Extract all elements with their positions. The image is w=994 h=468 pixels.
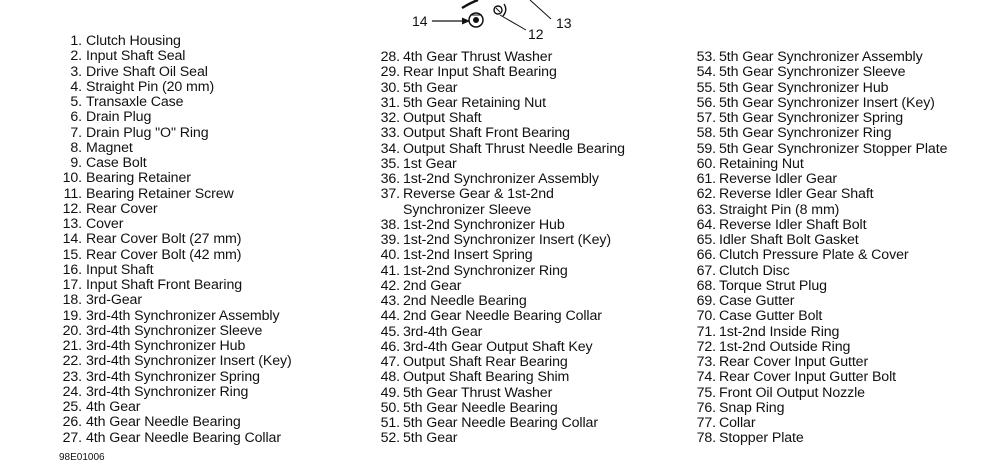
legend-item-number: 72. [696,338,716,355]
legend-item-number: 57. [696,110,716,126]
legend-item-number: 35. [380,155,400,172]
legend-item [0,187,990,202]
legend-item-number: 66. [696,247,716,264]
figure-id: 98E01006 [59,452,105,463]
legend-item [0,126,990,141]
legend-item-label: 1st-2nd Synchronizer Ring [403,262,568,279]
legend-item-label: 1st-2nd Insert Spring [403,247,533,264]
legend-item-label: Cover [86,216,124,232]
legend-item-label: Reverse Idler Gear Shaft [719,186,874,203]
legend-item-label: Straight Pin (20 mm) [86,78,215,95]
legend-item-number: 60. [696,155,716,172]
legend-item [0,340,990,355]
legend-item-number: 20. [62,322,82,339]
legend-item-number: 61. [696,171,716,187]
legend-item-label: Drive Shaft Oil Seal [86,63,208,80]
legend-item-label: 2nd Gear [403,277,462,294]
legend-item-label: Reverse Gear & 1st-2nd [403,186,554,203]
legend-item-label: Stopper Plate [719,430,804,447]
legend-item-label: Front Oil Output Nozzle [719,384,865,401]
legend-item [0,172,990,187]
legend-item-label: 4th Gear Thrust Washer [403,49,553,65]
legend-item-label: Bearing Retainer Screw [86,185,234,202]
legend-item [0,309,990,324]
legend-item-label: Retaining Nut [719,155,804,172]
legend-item-label: 5th Gear Needle Bearing [403,399,558,416]
legend-item-number: 33. [380,125,400,142]
legend-item-label: 3rd-4th Synchronizer Hub [86,338,246,354]
legend-item-number: 55. [696,79,716,96]
legend-item-number: 64. [696,216,716,233]
legend-item-number: 46. [380,338,400,355]
legend-item-label: Magnet [86,139,133,156]
legend-item-number: 29. [380,64,400,81]
legend-item-number: 19. [62,307,82,324]
legend-item-number: 2. [70,48,82,65]
legend-item-label: Rear Cover Input Gutter [719,354,869,370]
legend-item-label: 5th Gear Retaining Nut [403,94,546,111]
legend-item-label: Output Shaft [403,110,482,126]
legend-item-label: Output Shaft Thrust Needle Bearing [403,140,625,157]
legend-item-number: 27. [62,429,82,446]
legend-item-label: Input Shaft Front Bearing [86,277,243,293]
legend-item-label: Clutch Pressure Plate & Cover [719,247,909,264]
legend-item-label: Idler Shaft Bolt Gasket [719,232,859,248]
legend-item-number: 77. [696,415,716,431]
legend-item-label: 5th Gear [403,430,458,447]
callout-13: 13 [556,15,572,31]
legend-item-number: 38. [380,216,400,233]
legend-item [0,401,990,416]
legend-item-label: 5th Gear Synchronizer Hub [719,79,889,96]
legend-item-label: 1st-2nd Inside Ring [719,323,840,340]
legend-item-label: Case Gutter [719,293,795,309]
legend-item-label: Case Bolt [86,155,147,171]
legend-item-label: 5th Gear Thrust Washer [403,384,553,401]
legend-item-label: Output Shaft Bearing Shim [403,369,570,386]
legend-item [0,96,990,111]
legend-item [0,34,340,49]
legend-item-label: 3rd-4th Gear [403,323,483,340]
legend-item-label: 1st-2nd Synchronizer Assembly [403,171,599,187]
legend-item-number: 48. [380,369,400,386]
legend-item [0,261,990,279]
legend-item-number: 26. [62,414,82,431]
legend-item-label: Input Shaft Seal [86,48,186,65]
legend-item-label: Rear Cover Bolt (27 mm) [86,231,242,248]
legend-item-number: 23. [62,368,82,385]
legend-item-number: 70. [696,308,716,325]
legend-item-number: 75. [696,384,716,401]
legend-item-label: 3rd-Gear [86,292,142,309]
legend-item-number: 58. [696,125,716,142]
legend-item [0,111,990,126]
legend-item-number: 37. [380,186,400,203]
legend-item-label: 3rd-4th Gear Output Shaft Key [403,338,593,355]
legend-item-label: 3rd-4th Synchronizer Sleeve [86,322,263,339]
legend-item-label: Reverse Idler Gear [719,171,838,187]
legend-item-number: 6. [70,109,82,126]
legend-item-label: Rear Cover Bolt (42 mm) [86,246,242,263]
legend-item-number: 53. [696,49,716,65]
legend-item-number: 76. [696,399,716,416]
legend-item-number: 74. [696,369,716,386]
legend-item-label: 5th Gear [403,79,458,96]
legend-item-number: 3. [70,63,82,80]
legend-item-label: 5th Gear Synchronizer Stopper Plate [719,140,948,157]
legend-item-number: 1. [70,33,82,49]
legend-item-number: 9. [70,155,82,171]
legend-item-label: Torque Strut Plug [719,277,827,294]
legend-item [0,233,990,248]
legend-item [0,65,990,80]
legend-item-label: Case Gutter Bolt [719,308,823,325]
legend-item-number: 52. [380,430,400,447]
legend-item-number: 69. [696,293,716,309]
legend-item [0,322,990,340]
legend-item-label: Snap Ring [719,399,785,416]
legend-item [0,157,990,172]
legend-column-3 [0,50,990,447]
legend-item-number: 71. [696,323,716,340]
legend-item-number: 51. [380,415,400,431]
legend-item-number: 78. [696,430,716,447]
legend-item [0,200,990,218]
legend-item-number: 73. [696,354,716,370]
legend-item-label: Collar [719,415,756,431]
legend-item-number: 21. [62,338,82,354]
legend-item-label: 3rd-4th Synchronizer Spring [86,368,260,385]
legend-item-number: 44. [380,308,400,325]
legend-item-label: Drain Plug "O" Ring [86,124,209,141]
legend-item [0,50,990,65]
legend-item [0,218,990,233]
legend-item [0,294,990,309]
legend-item-number: 32. [380,110,400,126]
legend-item-number: 5. [70,94,82,110]
legend-item-number: 15. [62,246,82,263]
legend-item-number: 28. [380,49,400,65]
legend-item-number: 31. [380,94,400,111]
legend-item-number: 65. [696,232,716,248]
legend-item-number: 12. [62,200,82,217]
legend-item-number: 16. [62,261,82,278]
legend-item-label: Bearing Retainer [86,170,191,187]
legend-item-number: 4. [70,78,82,95]
legend-item [0,279,990,294]
legend-item-number: 13. [62,216,82,232]
legend-item-number: 56. [696,94,716,111]
legend-item-number: 41. [380,262,400,279]
legend-item-label: Transaxle Case [86,94,184,110]
legend-item-number: 22. [62,353,82,370]
legend-item-number: 43. [380,293,400,309]
callout-12: 12 [528,26,544,42]
legend-item-number: 36. [380,171,400,187]
legend-item [0,248,990,263]
legend-item-label: Rear Cover Input Gutter Bolt [719,369,896,386]
legend-item [0,78,990,96]
legend-item-number: 24. [62,383,82,400]
legend-item-label: 1st-2nd Outside Ring [719,338,851,355]
legend-item-number: 67. [696,262,716,279]
legend-item-number: 45. [380,323,400,340]
legend-item-number: 17. [62,277,82,293]
legend-item-number: 54. [696,64,716,81]
legend-item-label: 4th Gear Needle Bearing [86,414,241,431]
legend-item-number: 18. [62,292,82,309]
legend-item-number: 68. [696,277,716,294]
legend-item-number: 49. [380,384,400,401]
legend-item-label: 4th Gear [86,399,141,415]
legend-item-number: 39. [380,232,400,248]
legend-item-number: 62. [696,186,716,203]
legend-item [0,416,990,431]
legend-item-label: Drain Plug [86,109,152,126]
legend-item-label: 1st-2nd Synchronizer Insert (Key) [403,232,612,248]
legend-item-label: Output Shaft Rear Bearing [403,354,568,370]
legend-item-number: 50. [380,399,400,416]
legend-item-number: 10. [62,170,82,187]
legend-item-number: 25. [62,399,82,415]
legend-item [0,431,990,446]
legend-item-label: Output Shaft Front Bearing [403,125,570,142]
legend-item-label: 1st-2nd Synchronizer Hub [403,216,565,233]
legend-item-label: 5th Gear Synchronizer Assembly [719,49,923,65]
legend-item-label: Synchronizer Sleeve [403,201,532,218]
legend-item [0,370,990,385]
legend-item-number: 8. [70,139,82,156]
legend-item-label: Input Shaft [86,261,154,278]
legend-item-label: 3rd-4th Synchronizer Insert (Key) [86,353,292,370]
legend-item-label: 5th Gear Synchronizer Spring [719,110,904,126]
legend-item-label: 2nd Gear Needle Bearing Collar [403,308,602,325]
legend-item-number: 11. [63,185,82,202]
legend-item [0,383,990,401]
legend-item-label: Reverse Idler Shaft Bolt [719,216,867,233]
callout-14: 14 [412,13,428,29]
legend-item-label: 2nd Needle Bearing [403,293,527,309]
legend-item-label: 5th Gear Needle Bearing Collar [403,415,598,431]
legend-item [0,355,990,370]
legend-item-label: 3rd-4th Synchronizer Assembly [86,307,280,324]
legend-item-number: 7. [70,124,82,141]
legend-item-label: 5th Gear Synchronizer Sleeve [719,64,906,81]
legend-item-number: 42. [380,277,400,294]
legend-item-number: 40. [380,247,400,264]
legend-item [0,139,990,157]
legend-item-label: Clutch Disc [719,262,790,279]
legend-item-number: 59. [696,140,716,157]
legend-item-label: 4th Gear Needle Bearing Collar [86,429,281,446]
legend-item-number: 30. [380,79,400,96]
legend-item-number: 34. [380,140,400,157]
legend-item-number: 47. [380,354,400,370]
legend-item-number: 14. [62,231,82,248]
legend-item-label: Rear Cover [86,200,158,217]
legend-item-number: 63. [696,201,716,218]
legend-item-label: 3rd-4th Synchronizer Ring [86,383,249,400]
legend-item-label: Rear Input Shaft Bearing [403,64,557,81]
legend-item-label: Clutch Housing [86,33,181,49]
legend-item-label: 5th Gear Synchronizer Insert (Key) [719,94,935,111]
legend-item-label: 1st Gear [403,155,457,172]
legend-item-label: Straight Pin (8 mm) [719,201,840,218]
legend-item-label: 5th Gear Synchronizer Ring [719,125,892,142]
